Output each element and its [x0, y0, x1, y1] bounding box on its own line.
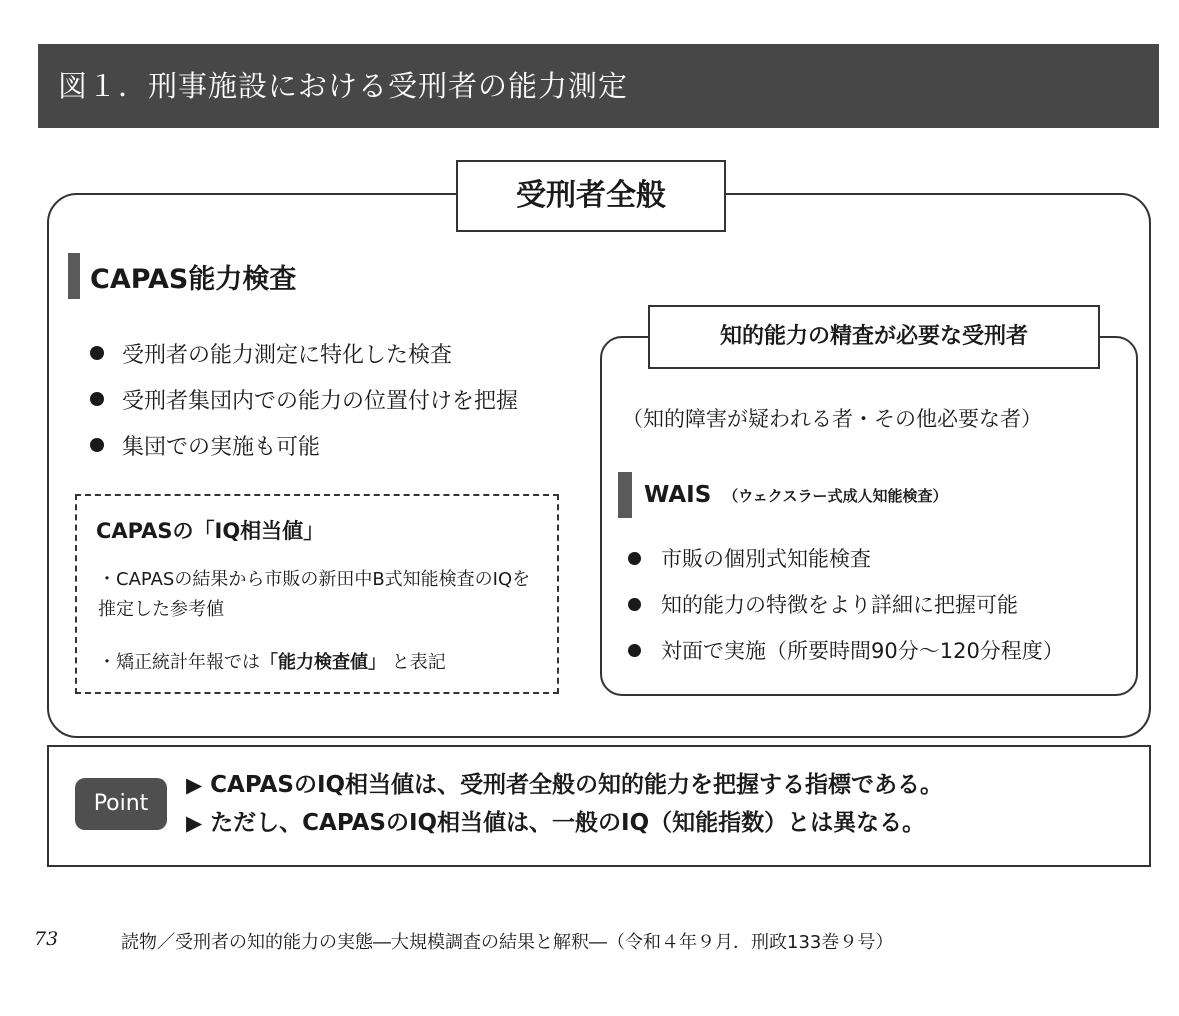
wais-panel-subtitle: （知的障害が疑われる者・その他必要な者） — [622, 407, 1042, 431]
wais-bullet-list — [628, 535, 1064, 673]
capas-bullet-list — [90, 330, 518, 468]
bullet-dot-icon — [628, 644, 641, 657]
iq-equivalent-note — [98, 648, 446, 678]
point-line-text: CAPASのIQ相当値は、受刑者全般の知的能力を把握する指標である。 — [210, 772, 944, 798]
triangle-arrow-icon: ▶ — [186, 811, 203, 835]
point-line — [186, 766, 943, 804]
list-item — [628, 535, 1064, 581]
list-item — [90, 422, 518, 468]
wais-panel-title: 知的能力の精査が必要な受刑者 — [648, 305, 1100, 369]
note-suffix: と表記 — [391, 652, 446, 673]
wais-heading — [618, 472, 948, 518]
bullet-text: 集団での実施も可能 — [122, 434, 321, 460]
bullet-text: 市販の個別式知能検査 — [661, 547, 871, 571]
point-line — [186, 804, 943, 842]
bullet-dot-icon — [628, 552, 641, 565]
iq-equivalent-title: CAPASの「IQ相当値」 — [96, 519, 325, 543]
bullet-text: 対面で実施（所要時間90分～120分程度） — [661, 639, 1064, 663]
source-citation: 読物／受刑者の知的能力の実態―大規模調査の結果と解釈―（令和４年９月．刑政133巻９号） — [121, 932, 894, 953]
bullet-text: 受刑者の能力測定に特化した検査 — [122, 342, 453, 368]
figure-title-banner — [38, 44, 1159, 128]
bullet-dot-icon — [90, 392, 104, 406]
point-badge: Point — [75, 778, 167, 830]
list-item — [628, 581, 1064, 627]
bullet-dot-icon — [90, 438, 104, 452]
capas-heading-text: CAPAS能力検査 — [90, 263, 297, 295]
main-panel-title: 受刑者全般 — [456, 160, 726, 232]
bullet-text: 受刑者集団内での能力の位置付けを把握 — [122, 388, 519, 414]
heading-bar-marker — [68, 253, 80, 299]
iq-equivalent-description: ・CAPASの結果から市販の新田中B式知能検査のIQを推定した参考値 — [98, 569, 531, 620]
bullet-dot-icon — [628, 598, 641, 611]
wais-heading-text: WAIS — [644, 482, 712, 508]
note-emphasis: 「能力検査値」 — [260, 652, 386, 673]
triangle-arrow-icon: ▶ — [186, 773, 203, 797]
page-number: 73 — [34, 928, 59, 950]
point-line-text: ただし、CAPASのIQ相当値は、一般のIQ（知能指数）とは異なる。 — [210, 810, 926, 836]
point-lines — [186, 766, 943, 842]
list-item — [90, 330, 518, 376]
wais-heading-paren: （ウェクスラー式成人知能検査） — [723, 486, 948, 505]
bullet-dot-icon — [90, 346, 104, 360]
capas-heading — [68, 253, 296, 299]
figure-title: 図１．刑事施設における受刑者の能力測定 — [58, 69, 629, 103]
note-prefix: ・矯正統計年報では — [98, 652, 260, 673]
list-item — [628, 627, 1064, 673]
bullet-text: 知的能力の特徴をより詳細に把握可能 — [661, 593, 1018, 617]
heading-bar-marker — [618, 472, 632, 518]
list-item — [90, 376, 518, 422]
